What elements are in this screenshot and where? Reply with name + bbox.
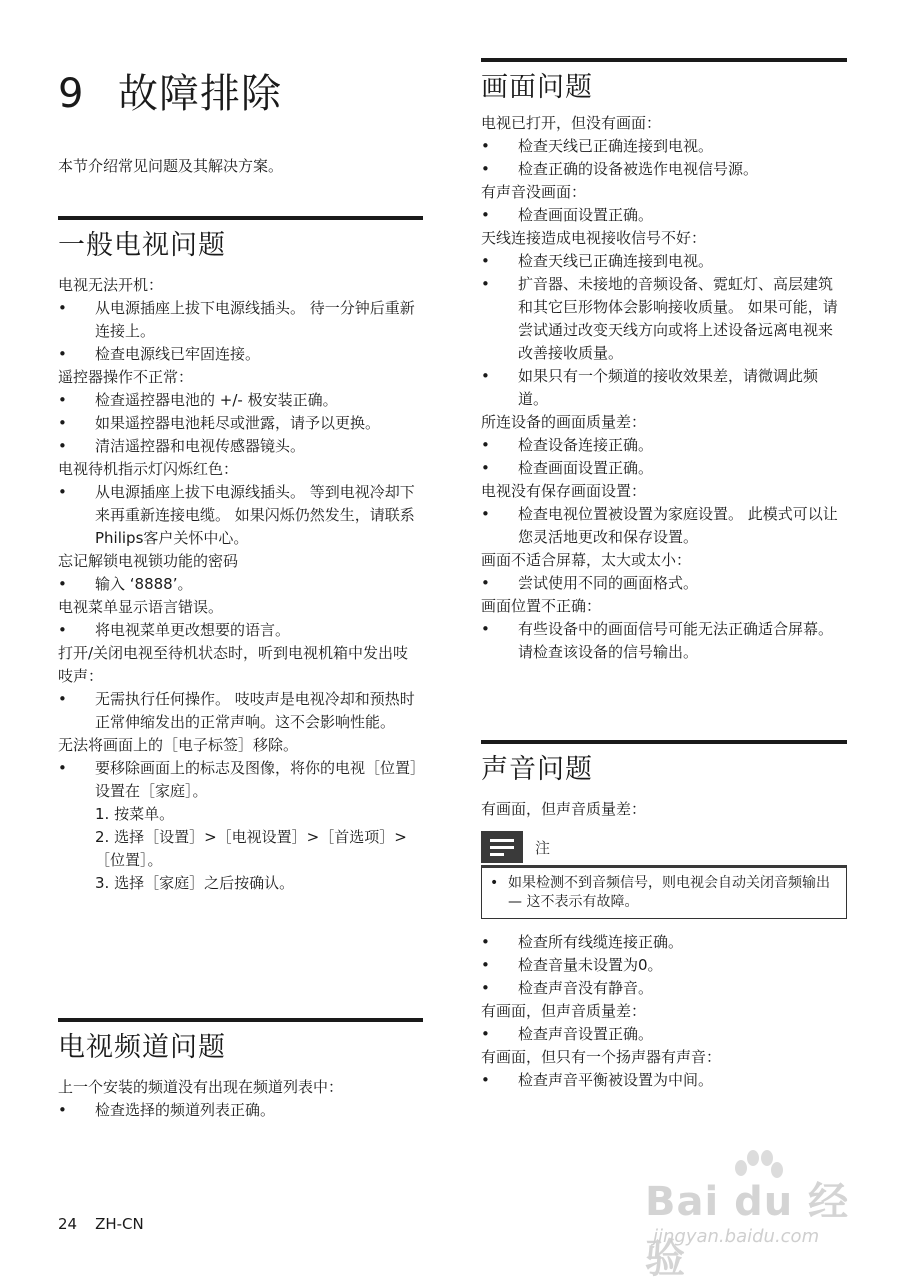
list-item [481, 273, 847, 365]
list-item-text: 检查天线已正确连接到电视。 [518, 252, 714, 270]
list-item [481, 977, 847, 1000]
bullet: • [481, 160, 490, 178]
list-item [58, 619, 423, 642]
bullet: • [481, 275, 490, 293]
paragraph: 有画面，但声音质量差： [481, 1002, 647, 1020]
section-sound [481, 740, 847, 1092]
list-item [58, 757, 423, 803]
note-box [481, 865, 847, 919]
paragraph: 电视没有保存画面设置： [481, 482, 647, 500]
bullet: • [481, 1071, 490, 1089]
paragraph: 电视已打开，但没有画面： [481, 114, 662, 132]
step-item: 2. 选择［设置］>［电视设置］>［首选项］>［位置］。 [95, 828, 407, 869]
paragraph: 电视无法开机： [58, 276, 164, 294]
chapter-title: 故障排除 [118, 71, 282, 117]
list-item-text: 有些设备中的画面信号可能无法正确适合屏幕。请检查该设备的信号输出。 [518, 620, 834, 661]
list-item [481, 365, 847, 411]
page-number: 24 [58, 1215, 78, 1233]
list-item [481, 572, 847, 595]
section-title: 声音问题 [481, 754, 593, 785]
chapter-intro: 本节介绍常见问题及其解决方案。 [58, 157, 284, 175]
paragraph: 电视菜单显示语言错误。 [58, 598, 224, 616]
bullet: • [58, 575, 67, 593]
note-text: 如果检测不到音频信号，则电视会自动关闭音频输出 — 这不表示有故障。 [508, 875, 830, 910]
page-footer [58, 1215, 162, 1233]
list-item [58, 343, 423, 366]
language-code: ZH-CN [95, 1215, 144, 1233]
section-body [481, 112, 847, 664]
bullet: • [58, 414, 67, 432]
list-item-text: 检查天线已正确连接到电视。 [518, 137, 714, 155]
section-title: 画面问题 [481, 72, 593, 103]
section-title: 一般电视问题 [58, 230, 226, 261]
paragraph: 忘记解锁电视锁功能的密码 [58, 552, 239, 570]
bullet: • [481, 505, 490, 523]
list-item-text: 如果只有一个频道的接收效果差，请微调此频道。 [518, 367, 819, 408]
list-item-text: 尝试使用不同的画面格式。 [518, 574, 699, 592]
watermark-url: jingyan.baidu.com [653, 1226, 820, 1247]
bullet: • [481, 137, 490, 155]
chapter-number: 9 [58, 71, 85, 117]
list-item [481, 434, 847, 457]
list-item-text: 从电源插座上拔下电源线插头。 待一分钟后重新连接上。 [95, 299, 415, 340]
list-item-text: 清洁遥控器和电视传感器镜头。 [95, 437, 306, 455]
list-item-text: 检查声音平衡被设置为中间。 [518, 1071, 714, 1089]
list-item [481, 158, 847, 181]
bullet: • [481, 1025, 490, 1043]
list-item [481, 204, 847, 227]
list-item-text: 检查选择的频道列表正确。 [95, 1101, 276, 1119]
list-item-text: 检查声音没有静音。 [518, 979, 654, 997]
paragraph: 画面位置不正确： [481, 597, 602, 615]
bullet: • [58, 690, 67, 708]
step-item: 3. 选择［家庭］之后按确认。 [95, 874, 295, 892]
list-item [58, 412, 423, 435]
list-item-text: 无需执行任何操作。 吱吱声是电视冷却和预热时正常伸缩发出的正常声响。这不会影响性能。 [95, 690, 415, 731]
list-item-text: 检查画面设置正确。 [518, 206, 654, 224]
section-picture [481, 58, 847, 664]
section-body [481, 798, 847, 1092]
note-block [481, 829, 847, 919]
section-title: 电视频道问题 [58, 1032, 226, 1063]
paragraph: 上一个安装的频道没有出现在频道列表中： [58, 1078, 344, 1096]
bullet: • [58, 391, 67, 409]
list-item [481, 135, 847, 158]
bullet: • [481, 459, 490, 477]
list-item [481, 931, 847, 954]
list-item [490, 874, 838, 912]
list-item [58, 297, 423, 343]
list-item-text: 检查电源线已牢固连接。 [95, 345, 261, 363]
bullet: • [58, 759, 67, 777]
list-item-text: 从电源插座上拔下电源线插头。 等到电视冷却下来再重新连接电缆。 如果闪烁仍然发生，请联系Philips客户关怀中心。 [95, 483, 415, 547]
note-header [481, 829, 847, 865]
section-body [58, 1076, 423, 1122]
list-item-text: 检查声音设置正确。 [518, 1025, 654, 1043]
paragraph: 天线连接造成电视接收信号不好： [481, 229, 707, 247]
section-body [58, 274, 423, 895]
paragraph: 打开/关闭电视至待机状态时，听到电视机箱中发出吱吱声： [58, 644, 409, 685]
bullet: • [490, 875, 499, 891]
list-item [58, 688, 423, 734]
list-item [58, 1099, 423, 1122]
step-item: 1. 按菜单。 [95, 805, 175, 823]
list-item [58, 481, 423, 550]
list-item [481, 250, 847, 273]
paragraph: 遥控器操作不正常： [58, 368, 194, 386]
paragraph: 所连设备的画面质量差： [481, 413, 647, 431]
bullet: • [481, 436, 490, 454]
bullet: • [481, 956, 490, 974]
paragraph: 有画面，但声音质量差： [481, 800, 647, 818]
bullet: • [58, 299, 67, 317]
paragraph: 有画面，但只有一个扬声器有声音： [481, 1048, 722, 1066]
bullet: • [58, 1101, 67, 1119]
list-item-text: 检查正确的设备被选作电视信号源。 [518, 160, 759, 178]
paragraph: 画面不适合屏幕，太大或太小： [481, 551, 692, 569]
list-item-text: 检查所有线缆连接正确。 [518, 933, 684, 951]
list-item [481, 503, 847, 549]
list-item-text: 输入 ‘8888’。 [95, 575, 193, 593]
bullet: • [58, 621, 67, 639]
watermark-logo-text: Bai du 经验 [645, 1179, 850, 1282]
note-icon [481, 831, 523, 863]
watermark [645, 1150, 855, 1282]
list-item [481, 457, 847, 480]
bullet: • [481, 979, 490, 997]
list-item-text: 要移除画面上的标志及图像，将你的电视［位置］设置在［家庭］。 [95, 759, 418, 800]
bullet: • [481, 574, 490, 592]
list-item-text: 如果遥控器电池耗尽或泄露，请予以更换。 [95, 414, 381, 432]
list-item-text: 将电视菜单更改想要的语言。 [95, 621, 291, 639]
list-item [481, 954, 847, 977]
section-general [58, 216, 423, 895]
bullet: • [58, 345, 67, 363]
chapter-heading [58, 62, 282, 119]
list-item [481, 618, 847, 664]
paragraph: 有声音没画面： [481, 183, 587, 201]
list-item-text: 检查音量未设置为0。 [518, 956, 663, 974]
bullet: • [481, 206, 490, 224]
bullet: • [481, 620, 490, 638]
list-item [58, 573, 423, 596]
section-list [481, 931, 847, 1092]
paragraph: 无法将画面上的［电子标签］移除。 [58, 736, 299, 754]
list-item [481, 1069, 847, 1092]
note-label: 注 [535, 838, 551, 857]
list-item [481, 1023, 847, 1046]
list-item-text: 检查电视位置被设置为家庭设置。 此模式可以让您灵活地更改和保存设置。 [518, 505, 838, 546]
bullet: • [481, 367, 490, 385]
list-item-text: 检查遥控器电池的 +/- 极安装正确。 [95, 391, 338, 409]
bullet: • [481, 933, 490, 951]
paragraph: 电视待机指示灯闪烁红色： [58, 460, 239, 478]
list-item-text: 检查画面设置正确。 [518, 459, 654, 477]
section-channel [58, 1018, 423, 1122]
bullet: • [58, 437, 67, 455]
bullet: • [58, 483, 67, 501]
bullet: • [481, 252, 490, 270]
list-item-text: 检查设备连接正确。 [518, 436, 654, 454]
list-item [58, 389, 423, 412]
list-item [58, 435, 423, 458]
list-item-text: 扩音器、未接地的音频设备、霓虹灯、高层建筑和其它巨形物体会影响接收质量。 如果可能，请尝试通过改变天线方向或将上述设备远离电视来改善接收质量。 [518, 275, 838, 362]
